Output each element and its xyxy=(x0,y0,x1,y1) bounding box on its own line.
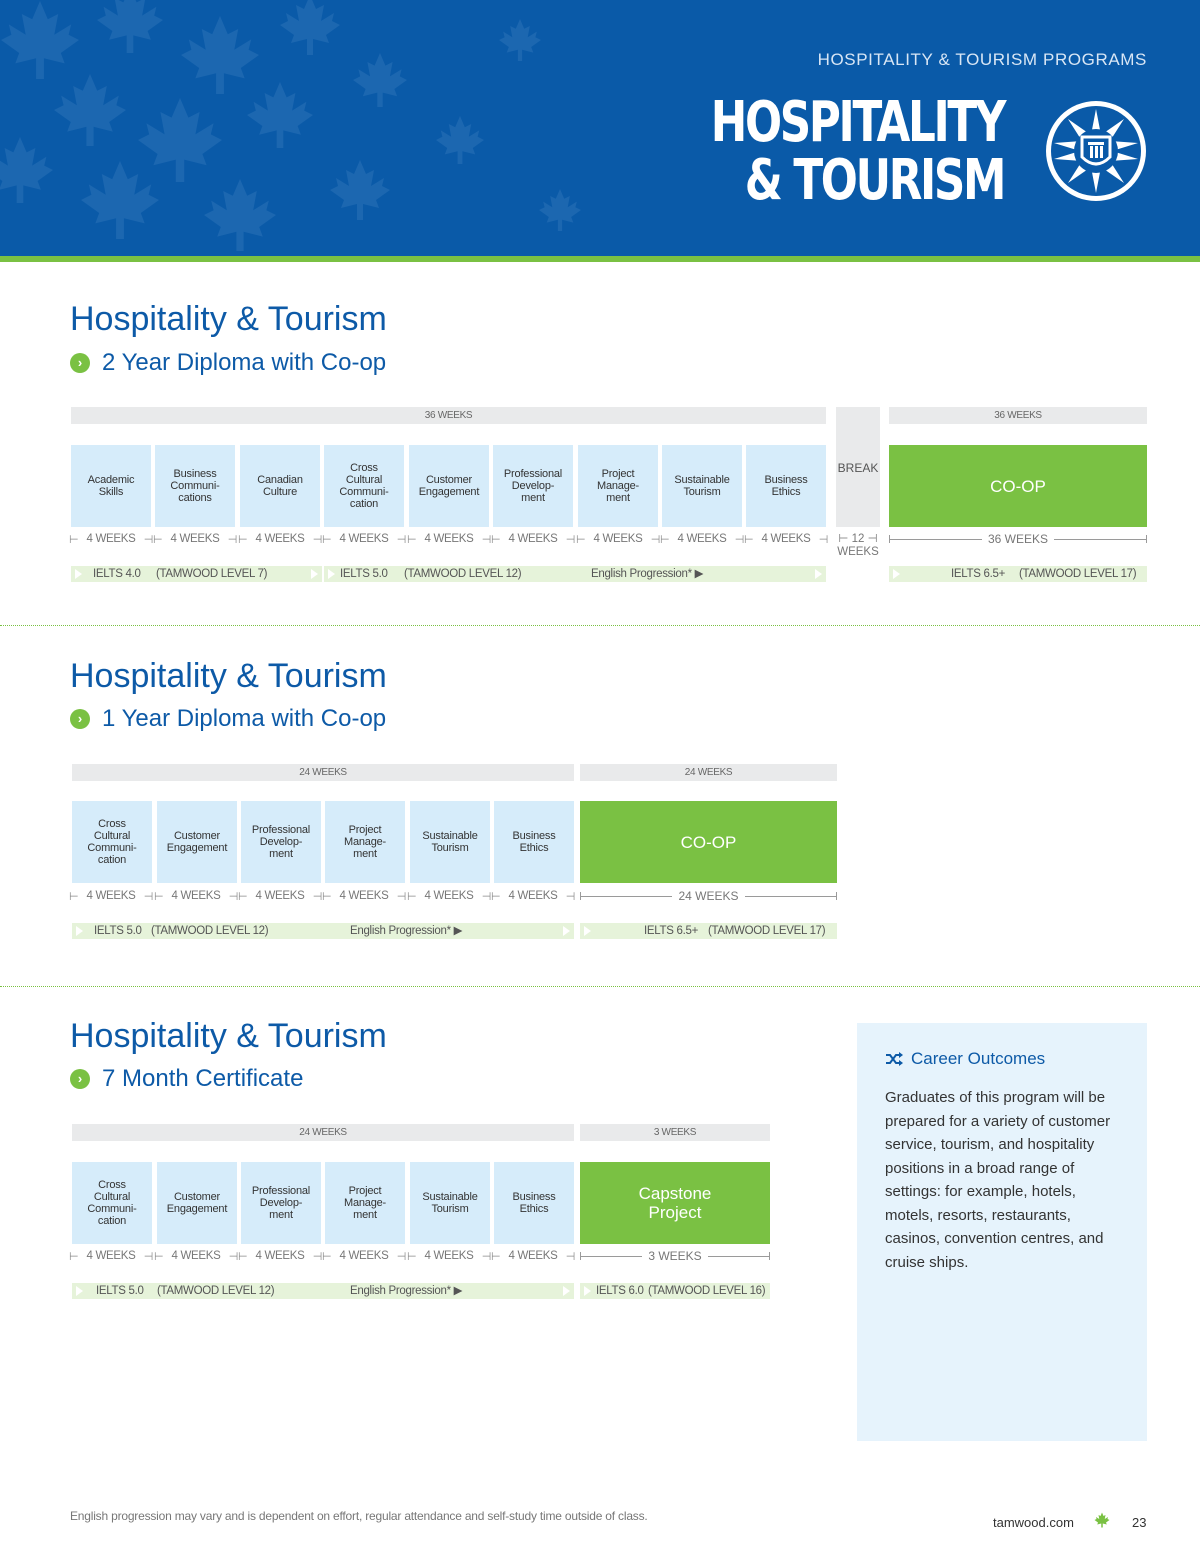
week-marker: ⊢ 4 WEEKS ⊣ xyxy=(576,533,660,546)
course-block: Project Manage- ment xyxy=(578,445,658,527)
week-marker: ⊢ 4 WEEKS ⊣ xyxy=(407,890,491,903)
header-title xyxy=(710,90,1004,213)
coop-week-marker: 36 WEEKS xyxy=(889,531,1147,547)
chevron-right-icon: › xyxy=(70,709,90,729)
course-block: Canadian Culture xyxy=(240,445,320,527)
duration-bar: 24 WEEKS xyxy=(72,1124,574,1141)
course-block: Professional Develop- ment xyxy=(493,445,573,527)
header-title-line1: HOSPITALITY xyxy=(710,90,1004,155)
coop-block: CO-OP xyxy=(580,801,837,883)
header-kicker: HOSPITALITY & TOURISM PROGRAMS xyxy=(817,50,1147,69)
week-marker: ⊢ 4 WEEKS ⊣ xyxy=(491,890,575,903)
course-block: Sustainable Tourism xyxy=(410,1162,490,1244)
course-block: Academic Skills xyxy=(71,445,151,527)
course-block: Customer Engagement xyxy=(157,801,237,883)
course-block: Cross Cultural Communi- cation xyxy=(72,801,152,883)
week-marker: ⊢ 4 WEEKS ⊣ xyxy=(322,1250,406,1263)
week-marker: ⊢ 4 WEEKS ⊣ xyxy=(238,533,322,546)
course-block: Business Communi- cations xyxy=(155,445,235,527)
program-2-title: Hospitality & Tourism xyxy=(70,657,387,695)
ielts-bar: IELTS 5.0 (TAMWOOD LEVEL 12) English Progression* ▶ xyxy=(324,566,826,582)
course-block: Customer Engagement xyxy=(409,445,489,527)
week-marker: ⊢ 4 WEEKS ⊣ xyxy=(154,1250,238,1263)
program-2-subtitle-row xyxy=(70,705,386,733)
week-marker: ⊢ 4 WEEKS ⊣ xyxy=(69,533,153,546)
career-outcomes-title: Career Outcomes xyxy=(911,1049,1046,1068)
week-marker: ⊢ 4 WEEKS ⊣ xyxy=(238,890,322,903)
ielts-bar: IELTS 4.0 (TAMWOOD LEVEL 7) xyxy=(71,566,322,582)
week-marker: ⊢ 4 WEEKS ⊣ xyxy=(491,533,575,546)
course-block: Project Manage- ment xyxy=(325,1162,405,1244)
week-marker: ⊢ 4 WEEKS ⊣ xyxy=(69,1250,153,1263)
page-number: 23 xyxy=(1132,1515,1147,1530)
course-block: Professional Develop- ment xyxy=(241,801,321,883)
course-block: Business Ethics xyxy=(494,801,574,883)
program-3-title: Hospitality & Tourism xyxy=(70,1017,387,1055)
chevron-right-icon: › xyxy=(70,353,90,373)
week-marker: ⊢ 4 WEEKS ⊣ xyxy=(69,890,153,903)
course-block: Professional Develop- ment xyxy=(241,1162,321,1244)
duration-bar: 3 WEEKS xyxy=(580,1124,770,1141)
week-marker: ⊢ 4 WEEKS ⊣ xyxy=(660,533,744,546)
week-marker: ⊢ 4 WEEKS ⊣ xyxy=(153,533,237,546)
course-block: Customer Engagement xyxy=(157,1162,237,1244)
duration-bar: 24 WEEKS xyxy=(580,764,837,781)
course-block: Sustainable Tourism xyxy=(410,801,490,883)
duration-bar: 36 WEEKS xyxy=(889,407,1147,424)
tamwood-crest-icon xyxy=(1044,99,1148,203)
program-3-subtitle: 7 Month Certificate xyxy=(102,1065,304,1092)
duration-bar: 24 WEEKS xyxy=(72,764,574,781)
week-marker: ⊢ 4 WEEKS ⊣ xyxy=(407,533,491,546)
shuffle-icon xyxy=(885,1051,903,1067)
ielts-bar: IELTS 6.5+ (TAMWOOD LEVEL 17) xyxy=(580,923,837,939)
ielts-bar: IELTS 5.0 (TAMWOOD LEVEL 12) English Progression* ▶ xyxy=(72,1283,574,1299)
career-outcomes-panel xyxy=(857,1023,1147,1441)
week-marker: ⊢ 4 WEEKS ⊣ xyxy=(238,1250,322,1263)
capstone-week-marker: 3 WEEKS xyxy=(580,1248,770,1264)
course-block: Business Ethics xyxy=(746,445,826,527)
maple-leaf-icon xyxy=(1094,1512,1110,1528)
week-marker: ⊢ 4 WEEKS ⊣ xyxy=(322,890,406,903)
section-divider xyxy=(0,625,1200,626)
week-marker: ⊢ 4 WEEKS ⊣ xyxy=(407,1250,491,1263)
break-block: BREAK xyxy=(836,407,880,527)
coop-week-marker: 24 WEEKS xyxy=(580,888,837,904)
course-block: Cross Cultural Communi- cation xyxy=(324,445,404,527)
coop-block: CO-OP xyxy=(889,445,1147,527)
program-3-subtitle-row xyxy=(70,1065,303,1093)
week-marker: ⊢ 4 WEEKS ⊣ xyxy=(322,533,406,546)
ielts-bar: IELTS 6.5+ (TAMWOOD LEVEL 17) xyxy=(889,566,1147,582)
program-1-subtitle: 2 Year Diploma with Co-op xyxy=(102,349,387,376)
chevron-right-icon: › xyxy=(70,1069,90,1089)
program-1-title: Hospitality & Tourism xyxy=(70,300,387,338)
course-block: Business Ethics xyxy=(494,1162,574,1244)
program-2-subtitle: 1 Year Diploma with Co-op xyxy=(102,705,387,732)
week-marker: ⊢ 4 WEEKS ⊣ xyxy=(744,533,828,546)
week-marker: ⊢ 4 WEEKS ⊣ xyxy=(154,890,238,903)
break-week-marker: ⊢ 12 ⊣ WEEKS xyxy=(837,533,879,558)
page-header xyxy=(0,0,1200,256)
section-divider xyxy=(0,986,1200,987)
course-block: Sustainable Tourism xyxy=(662,445,742,527)
ielts-bar: IELTS 6.0 (TAMWOOD LEVEL 16) xyxy=(580,1283,770,1299)
duration-bar: 36 WEEKS xyxy=(71,407,826,424)
career-outcomes-text: Graduates of this program will be prepared for a variety of customer service, tourism, and hospitality positions in a broad range of settings: for example, hotels, motels, resorts, restaurants, casinos, convention centres, and cruise ships. xyxy=(885,1089,1111,1271)
footnote: English progression may vary and is dependent on effort, regular attendance and self-study time outside of class. xyxy=(70,1509,648,1523)
capstone-block: Capstone Project xyxy=(580,1162,770,1244)
career-outcomes-heading xyxy=(885,1049,1045,1069)
course-block: Project Manage- ment xyxy=(325,801,405,883)
footer-site-link[interactable]: tamwood.com xyxy=(993,1515,1074,1530)
header-title-line2: & TOURISM xyxy=(744,148,1004,213)
maple-leaf-pattern-icon xyxy=(0,0,760,256)
header-accent-stripe xyxy=(0,256,1200,262)
week-marker: ⊢ 4 WEEKS ⊣ xyxy=(491,1250,575,1263)
course-block: Cross Cultural Communi- cation xyxy=(72,1162,152,1244)
ielts-bar: IELTS 5.0 (TAMWOOD LEVEL 12) English Progression* ▶ xyxy=(72,923,574,939)
program-1-subtitle-row xyxy=(70,349,386,377)
